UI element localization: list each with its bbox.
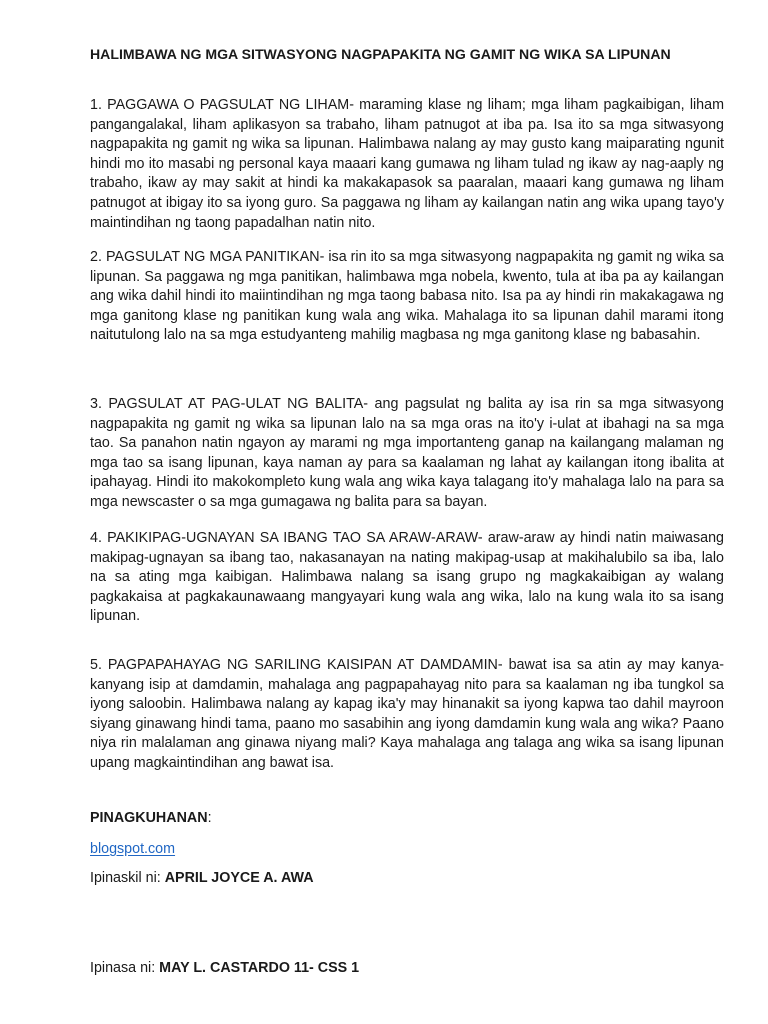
document-page bbox=[90, 0, 724, 1024]
posted-by-line bbox=[90, 869, 314, 888]
paragraph-4: 4. PAKIKIPAG-UGNAYAN SA IBANG TAO SA ARAW-ARAW- araw-araw ay hindi natin maiwasang makipag-ugnayan sa ibang tao, nakasanayan na nating makipag-usap at makihalubilo sa iba, lalo na sa ating mga kaibigan. Halimbawa nalang sa isang grupo ng magkakaibigan ay walang pagkakaisa at pagkakaunawaang mangyayari kung wala ang wika, lalo na kung wala ito sa isang lipunan. bbox=[90, 530, 724, 625]
paragraph-5: 5. PAGPAPAHAYAG NG SARILING KAISIPAN AT DAMDAMIN- bawat isa sa atin ay may kanya-kanyang isip at damdamin, mahalaga ang pagpapahayag nito para sa kaalaman ng iba tungkol sa iyong saloobin. Halimbawa nalang ay kapag ika'y may hinanakit sa iyong kapwa tao dahil mayroon siyang ginawang hindi tama, paano mo sasabihin ang iyong damdamin kung wala ang wika? Paano niya rin malalaman ang ginawa niyang mali? Kaya mahalaga ang talaga ang wika sa isang lipunan upang magkaintindihan ang bawat isa. bbox=[90, 657, 724, 771]
paragraph-1: 1. PAGGAWA O PAGSULAT NG LIHAM- maraming klase ng liham; mga liham pagkaibigan, liham pangangalakal, liham aplikasyon sa trabaho, liham patnugot at iba pa. Isa ito sa mga sitwasyong nagpapakita ng gamit ng wika sa lipunan. Halimbawa nalang ay may gusto kang maiparating ngunit hindi mo ito masabi ng personal kaya maaari kang gumawa ng liham tulad ng ikaw ay nag-aaply ng trabaho, ikaw ay may sakit at hindi ka makakapasok sa paaralan, maaari kang gumawa ng liham patnugot at ibigay ito sa iyong guro. Sa paggawa ng liham ay kailangan natin ang wika upang tayo'y maintindihan ng taong papadalhan natin nito. bbox=[90, 97, 724, 231]
source-link[interactable]: blogspot.com bbox=[90, 841, 176, 857]
sources-heading bbox=[90, 809, 212, 828]
paragraph-3: 3. PAGSULAT AT PAG-ULAT NG BALITA- ang pagsulat ng balita ay isa rin sa mga sitwasyong nagpapakita ng gamit ng wika sa lipunan lalo na sa mga oras na ito'y i-ulat at ibahagi na sa mga tao. Sa panahon natin ngayon ay marami ng mga importanteng ganap na kailangang malaman ng mga tao sa isang lipunan, kaya naman ay para sa kaalaman ng lahat ay kailangan itong ibalita at ipahayag. Hindi ito makokompleto kung wala ang wika kaya talagang ito'y mahalaga lalo na para sa mga newscaster o sa mga gumagawa ng balita para sa bayan. bbox=[90, 396, 724, 510]
passed-by-name: MAY L. CASTARDO 11- CSS 1 bbox=[159, 960, 360, 976]
posted-by-label: Ipinaskil ni: bbox=[90, 870, 165, 886]
sources-colon: : bbox=[207, 810, 212, 826]
paragraph-2: 2. PAGSULAT NG MGA PANITIKAN- isa rin ito sa mga sitwasyong nagpapakita ng gamit ng wika sa lipunan. Sa paggawa ng mga panitikan, halimbawa mga nobela, kwento, tula at iba pa ay kailangan ang wika dahil hindi ito maiintindihan ng mga taong babasa nito. Isa pa ay hindi rin makakagawa ng mga ganitong klase ng panitikan kung wala ang wika. Mahalaga ito sa lipunan dahil marami itong naitutulong lalo na sa mga estudyanteng mahilig magbasa ng mga ganitong klase ng babasahin. bbox=[90, 249, 724, 344]
document-title: HALIMBAWA NG MGA SITWASYONG NAGPAPAKITA NG GAMIT NG WIKA SA LIPUNAN bbox=[90, 46, 671, 62]
passed-by-label: Ipinasa ni: bbox=[90, 960, 160, 976]
passed-by-line bbox=[90, 959, 359, 978]
posted-by-name: APRIL JOYCE A. AWA bbox=[164, 870, 314, 886]
sources-label: PINAGKUHANAN bbox=[90, 810, 208, 826]
